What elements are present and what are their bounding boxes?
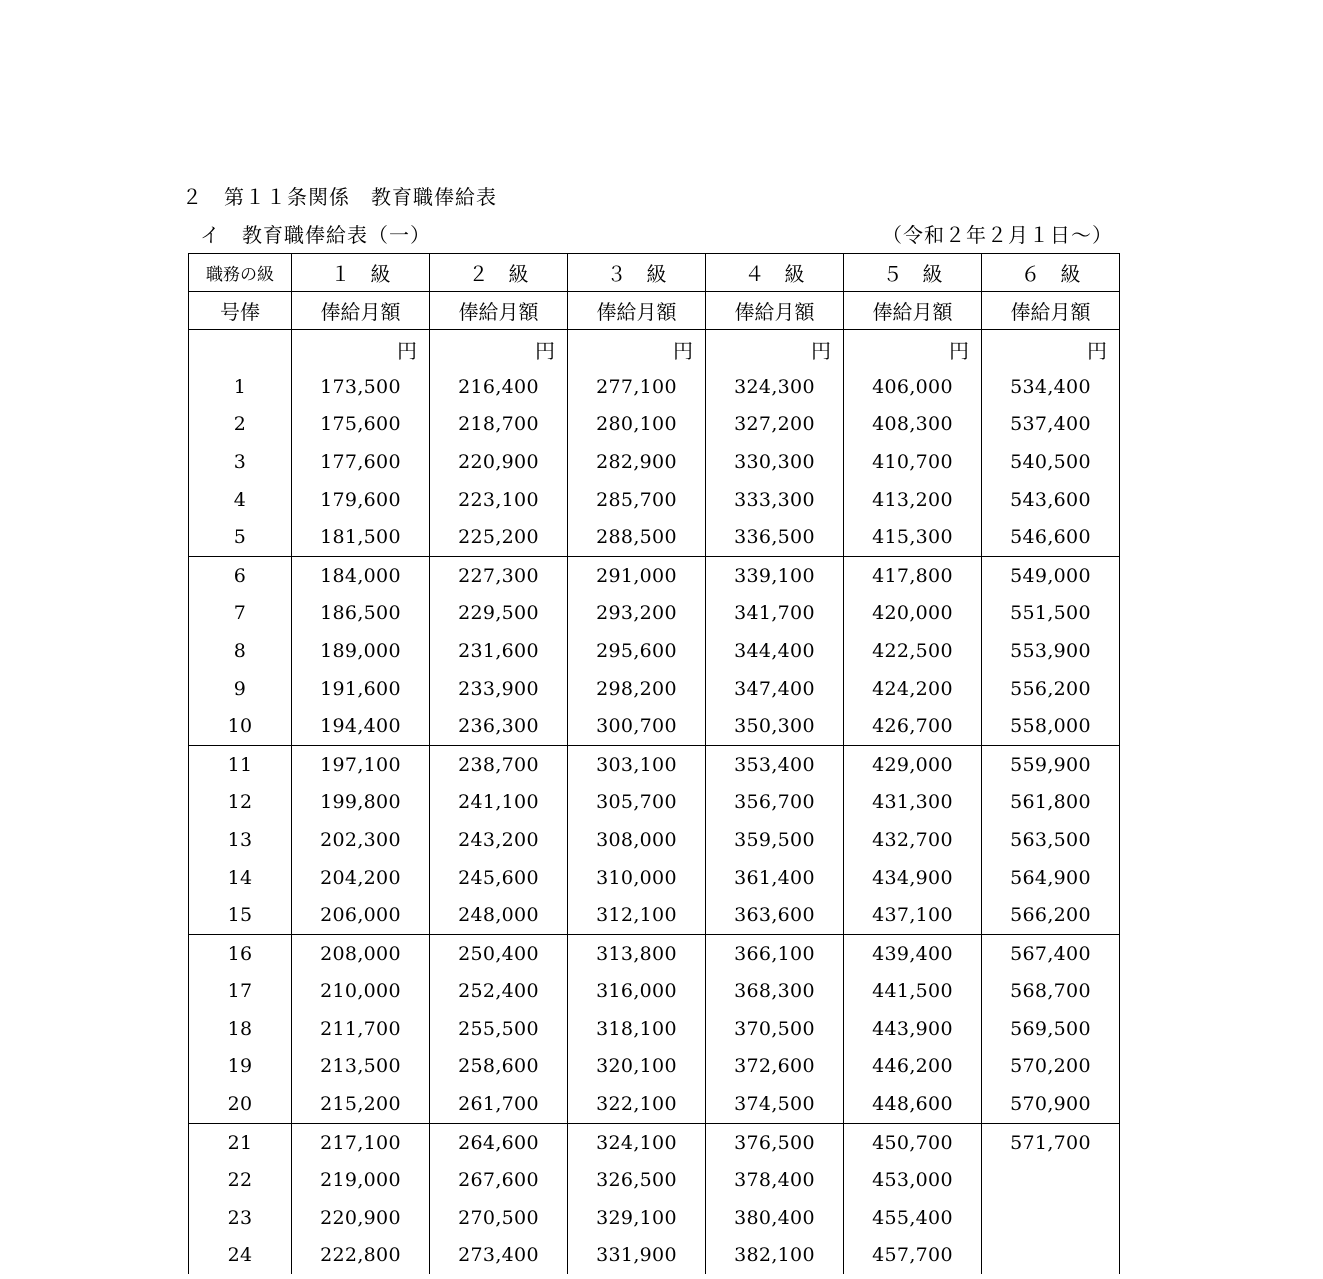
unit-blank bbox=[189, 330, 292, 369]
salary-amount-grade-4: 366,100 bbox=[706, 934, 844, 972]
salary-amount-grade-1: 191,600 bbox=[292, 670, 430, 708]
salary-amount-grade-2: 233,900 bbox=[430, 670, 568, 708]
salary-amount-grade-2: 267,600 bbox=[430, 1161, 568, 1199]
salary-amount-grade-4: 370,500 bbox=[706, 1010, 844, 1048]
salary-amount-grade-5: 410,700 bbox=[844, 443, 982, 481]
salary-amount-grade-6: 559,900 bbox=[982, 745, 1120, 783]
salary-amount-grade-1: 189,000 bbox=[292, 632, 430, 670]
salary-amount-grade-6: 551,500 bbox=[982, 595, 1120, 633]
table-row bbox=[189, 1199, 1120, 1237]
step-number: 4 bbox=[189, 481, 292, 519]
salary-amount-grade-1: 210,000 bbox=[292, 973, 430, 1011]
salary-amount-grade-4: 368,300 bbox=[706, 973, 844, 1011]
salary-amount-grade-1: 217,100 bbox=[292, 1123, 430, 1161]
salary-amount-grade-6: 570,200 bbox=[982, 1048, 1120, 1086]
step-number: 3 bbox=[189, 443, 292, 481]
salary-amount-grade-3: 329,100 bbox=[568, 1199, 706, 1237]
salary-amount-grade-4: 361,400 bbox=[706, 859, 844, 897]
salary-amount-grade-5: 439,400 bbox=[844, 934, 982, 972]
step-number: 18 bbox=[189, 1010, 292, 1048]
header-monthly-5: 俸給月額 bbox=[844, 292, 982, 330]
salary-amount-grade-4: 380,400 bbox=[706, 1199, 844, 1237]
header-monthly-3: 俸給月額 bbox=[568, 292, 706, 330]
step-number: 6 bbox=[189, 556, 292, 594]
table-row bbox=[189, 518, 1120, 556]
salary-table bbox=[188, 253, 1120, 1274]
step-number: 1 bbox=[189, 368, 292, 406]
table-row bbox=[189, 745, 1120, 783]
salary-amount-grade-1: 204,200 bbox=[292, 859, 430, 897]
step-number: 19 bbox=[189, 1048, 292, 1086]
table-row bbox=[189, 632, 1120, 670]
table-row bbox=[189, 1085, 1120, 1123]
header-grade-2: ２ 級 bbox=[430, 254, 568, 292]
salary-amount-grade-1: 179,600 bbox=[292, 481, 430, 519]
salary-amount-grade-4: 330,300 bbox=[706, 443, 844, 481]
salary-amount-grade-5: 434,900 bbox=[844, 859, 982, 897]
unit-label: 円 bbox=[430, 330, 568, 369]
salary-amount-grade-2: 227,300 bbox=[430, 556, 568, 594]
table-row bbox=[189, 595, 1120, 633]
salary-amount-grade-3: 293,200 bbox=[568, 595, 706, 633]
salary-amount-grade-3: 331,900 bbox=[568, 1237, 706, 1275]
salary-amount-grade-1: 202,300 bbox=[292, 821, 430, 859]
salary-amount-grade-1: 206,000 bbox=[292, 896, 430, 934]
salary-amount-grade-6: 540,500 bbox=[982, 443, 1120, 481]
salary-amount-grade-6: 549,000 bbox=[982, 556, 1120, 594]
salary-amount-grade-6: 568,700 bbox=[982, 973, 1120, 1011]
salary-amount-grade-6: 564,900 bbox=[982, 859, 1120, 897]
salary-amount-grade-6: 543,600 bbox=[982, 481, 1120, 519]
step-number: 8 bbox=[189, 632, 292, 670]
header-step-label: 号俸 bbox=[189, 292, 292, 330]
salary-amount-grade-2: 270,500 bbox=[430, 1199, 568, 1237]
salary-amount-grade-2: 250,400 bbox=[430, 934, 568, 972]
salary-amount-grade-5: 415,300 bbox=[844, 518, 982, 556]
salary-amount-grade-2: 243,200 bbox=[430, 821, 568, 859]
salary-amount-grade-3: 303,100 bbox=[568, 745, 706, 783]
salary-amount-grade-5: 453,000 bbox=[844, 1161, 982, 1199]
salary-amount-grade-2: 218,700 bbox=[430, 406, 568, 444]
salary-amount-grade-2: 245,600 bbox=[430, 859, 568, 897]
step-number: 5 bbox=[189, 518, 292, 556]
salary-amount-grade-1: 208,000 bbox=[292, 934, 430, 972]
table-row bbox=[189, 443, 1120, 481]
salary-amount-grade-3: 280,100 bbox=[568, 406, 706, 444]
step-number: 2 bbox=[189, 406, 292, 444]
salary-amount-grade-2: 261,700 bbox=[430, 1085, 568, 1123]
salary-amount-grade-1: 211,700 bbox=[292, 1010, 430, 1048]
header-monthly-2: 俸給月額 bbox=[430, 292, 568, 330]
salary-amount-grade-3: 300,700 bbox=[568, 707, 706, 745]
salary-amount-grade-2: 258,600 bbox=[430, 1048, 568, 1086]
salary-amount-grade-5: 413,200 bbox=[844, 481, 982, 519]
salary-amount-grade-5: 437,100 bbox=[844, 896, 982, 934]
effective-date: （令和２年２月１日～） bbox=[882, 223, 1113, 247]
table-row bbox=[189, 1010, 1120, 1048]
table-row bbox=[189, 1237, 1120, 1275]
salary-amount-grade-2: 248,000 bbox=[430, 896, 568, 934]
table-row bbox=[189, 1123, 1120, 1161]
table-row bbox=[189, 670, 1120, 708]
salary-amount-grade-4: 376,500 bbox=[706, 1123, 844, 1161]
salary-amount-grade-6: 571,700 bbox=[982, 1123, 1120, 1161]
salary-amount-grade-2: 241,100 bbox=[430, 784, 568, 822]
salary-amount-grade-6: 537,400 bbox=[982, 406, 1120, 444]
salary-amount-grade-1: 197,100 bbox=[292, 745, 430, 783]
salary-amount-grade-6: 546,600 bbox=[982, 518, 1120, 556]
salary-amount-grade-4: 333,300 bbox=[706, 481, 844, 519]
table-row bbox=[189, 784, 1120, 822]
step-number: 22 bbox=[189, 1161, 292, 1199]
salary-amount-grade-1: 222,800 bbox=[292, 1237, 430, 1275]
salary-amount-grade-5: 457,700 bbox=[844, 1237, 982, 1275]
salary-amount-grade-4: 353,400 bbox=[706, 745, 844, 783]
salary-amount-grade-3: 288,500 bbox=[568, 518, 706, 556]
salary-amount-grade-6: 569,500 bbox=[982, 1010, 1120, 1048]
salary-amount-grade-6 bbox=[982, 1161, 1120, 1199]
salary-amount-grade-1: 215,200 bbox=[292, 1085, 430, 1123]
salary-amount-grade-6: 563,500 bbox=[982, 821, 1120, 859]
step-number: 23 bbox=[189, 1199, 292, 1237]
salary-amount-grade-3: 310,000 bbox=[568, 859, 706, 897]
step-number: 9 bbox=[189, 670, 292, 708]
salary-amount-grade-4: 374,500 bbox=[706, 1085, 844, 1123]
salary-amount-grade-4: 324,300 bbox=[706, 368, 844, 406]
step-number: 24 bbox=[189, 1237, 292, 1275]
salary-amount-grade-5: 422,500 bbox=[844, 632, 982, 670]
salary-amount-grade-1: 213,500 bbox=[292, 1048, 430, 1086]
salary-amount-grade-6: 570,900 bbox=[982, 1085, 1120, 1123]
salary-amount-grade-1: 184,000 bbox=[292, 556, 430, 594]
table-row bbox=[189, 556, 1120, 594]
salary-amount-grade-3: 324,100 bbox=[568, 1123, 706, 1161]
salary-amount-grade-5: 432,700 bbox=[844, 821, 982, 859]
salary-amount-grade-2: 223,100 bbox=[430, 481, 568, 519]
table-row bbox=[189, 707, 1120, 745]
step-number: 21 bbox=[189, 1123, 292, 1161]
step-number: 17 bbox=[189, 973, 292, 1011]
step-number: 13 bbox=[189, 821, 292, 859]
header-grade-5: ５ 級 bbox=[844, 254, 982, 292]
unit-row bbox=[189, 330, 1120, 369]
header-monthly-6: 俸給月額 bbox=[982, 292, 1120, 330]
salary-amount-grade-5: 455,400 bbox=[844, 1199, 982, 1237]
step-number: 14 bbox=[189, 859, 292, 897]
step-number: 20 bbox=[189, 1085, 292, 1123]
salary-amount-grade-6: 566,200 bbox=[982, 896, 1120, 934]
header-grade-3: ３ 級 bbox=[568, 254, 706, 292]
salary-amount-grade-4: 341,700 bbox=[706, 595, 844, 633]
table-row bbox=[189, 973, 1120, 1011]
salary-amount-grade-2: 238,700 bbox=[430, 745, 568, 783]
salary-amount-grade-3: 295,600 bbox=[568, 632, 706, 670]
salary-amount-grade-2: 220,900 bbox=[430, 443, 568, 481]
header-grade-1: １ 級 bbox=[292, 254, 430, 292]
salary-amount-grade-2: 231,600 bbox=[430, 632, 568, 670]
salary-amount-grade-5: 446,200 bbox=[844, 1048, 982, 1086]
salary-amount-grade-6: 556,200 bbox=[982, 670, 1120, 708]
step-number: 11 bbox=[189, 745, 292, 783]
salary-amount-grade-3: 318,100 bbox=[568, 1010, 706, 1048]
salary-amount-grade-2: 255,500 bbox=[430, 1010, 568, 1048]
step-number: 12 bbox=[189, 784, 292, 822]
salary-amount-grade-5: 443,900 bbox=[844, 1010, 982, 1048]
salary-amount-grade-3: 316,000 bbox=[568, 973, 706, 1011]
salary-amount-grade-2: 264,600 bbox=[430, 1123, 568, 1161]
step-number: 10 bbox=[189, 707, 292, 745]
table-row bbox=[189, 821, 1120, 859]
document-heading: ２ 第１１条関係 教育職俸給表 bbox=[182, 185, 497, 209]
unit-label: 円 bbox=[844, 330, 982, 369]
salary-amount-grade-5: 450,700 bbox=[844, 1123, 982, 1161]
salary-amount-grade-6 bbox=[982, 1237, 1120, 1275]
salary-amount-grade-4: 347,400 bbox=[706, 670, 844, 708]
salary-amount-grade-6: 558,000 bbox=[982, 707, 1120, 745]
salary-amount-grade-3: 308,000 bbox=[568, 821, 706, 859]
salary-amount-grade-4: 378,400 bbox=[706, 1161, 844, 1199]
salary-amount-grade-3: 277,100 bbox=[568, 368, 706, 406]
salary-amount-grade-4: 356,700 bbox=[706, 784, 844, 822]
unit-label: 円 bbox=[292, 330, 430, 369]
header-row-grade bbox=[189, 254, 1120, 292]
salary-amount-grade-2: 216,400 bbox=[430, 368, 568, 406]
salary-amount-grade-3: 285,700 bbox=[568, 481, 706, 519]
header-monthly-4: 俸給月額 bbox=[706, 292, 844, 330]
salary-amount-grade-3: 298,200 bbox=[568, 670, 706, 708]
salary-amount-grade-5: 406,000 bbox=[844, 368, 982, 406]
salary-amount-grade-5: 441,500 bbox=[844, 973, 982, 1011]
step-number: 16 bbox=[189, 934, 292, 972]
step-number: 7 bbox=[189, 595, 292, 633]
table-row bbox=[189, 368, 1120, 406]
salary-amount-grade-1: 186,500 bbox=[292, 595, 430, 633]
salary-amount-grade-4: 359,500 bbox=[706, 821, 844, 859]
salary-amount-grade-2: 225,200 bbox=[430, 518, 568, 556]
salary-amount-grade-5: 417,800 bbox=[844, 556, 982, 594]
table-row bbox=[189, 406, 1120, 444]
table-row bbox=[189, 934, 1120, 972]
header-grade-6: ６ 級 bbox=[982, 254, 1120, 292]
salary-amount-grade-5: 448,600 bbox=[844, 1085, 982, 1123]
salary-amount-grade-2: 236,300 bbox=[430, 707, 568, 745]
unit-label: 円 bbox=[568, 330, 706, 369]
table-row bbox=[189, 1161, 1120, 1199]
salary-amount-grade-5: 408,300 bbox=[844, 406, 982, 444]
salary-amount-grade-3: 326,500 bbox=[568, 1161, 706, 1199]
salary-amount-grade-1: 177,600 bbox=[292, 443, 430, 481]
table-row bbox=[189, 481, 1120, 519]
salary-amount-grade-4: 336,500 bbox=[706, 518, 844, 556]
header-monthly-1: 俸給月額 bbox=[292, 292, 430, 330]
salary-amount-grade-2: 273,400 bbox=[430, 1237, 568, 1275]
header-row-salary bbox=[189, 292, 1120, 330]
salary-amount-grade-4: 372,600 bbox=[706, 1048, 844, 1086]
unit-label: 円 bbox=[706, 330, 844, 369]
salary-amount-grade-6: 567,400 bbox=[982, 934, 1120, 972]
salary-amount-grade-4: 350,300 bbox=[706, 707, 844, 745]
salary-amount-grade-4: 382,100 bbox=[706, 1237, 844, 1275]
step-number: 15 bbox=[189, 896, 292, 934]
salary-amount-grade-3: 291,000 bbox=[568, 556, 706, 594]
salary-amount-grade-3: 320,100 bbox=[568, 1048, 706, 1086]
salary-amount-grade-1: 219,000 bbox=[292, 1161, 430, 1199]
salary-amount-grade-2: 229,500 bbox=[430, 595, 568, 633]
salary-amount-grade-4: 344,400 bbox=[706, 632, 844, 670]
header-grade-4: ４ 級 bbox=[706, 254, 844, 292]
salary-amount-grade-3: 312,100 bbox=[568, 896, 706, 934]
salary-amount-grade-5: 426,700 bbox=[844, 707, 982, 745]
salary-amount-grade-6: 534,400 bbox=[982, 368, 1120, 406]
salary-amount-grade-3: 282,900 bbox=[568, 443, 706, 481]
salary-amount-grade-4: 363,600 bbox=[706, 896, 844, 934]
salary-amount-grade-3: 305,700 bbox=[568, 784, 706, 822]
header-grade-label: 職務の級 bbox=[189, 254, 292, 292]
salary-amount-grade-4: 327,200 bbox=[706, 406, 844, 444]
salary-amount-grade-5: 429,000 bbox=[844, 745, 982, 783]
salary-amount-grade-1: 173,500 bbox=[292, 368, 430, 406]
table-row bbox=[189, 1048, 1120, 1086]
salary-amount-grade-6: 561,800 bbox=[982, 784, 1120, 822]
salary-amount-grade-4: 339,100 bbox=[706, 556, 844, 594]
salary-amount-grade-5: 420,000 bbox=[844, 595, 982, 633]
table-row bbox=[189, 896, 1120, 934]
table-row bbox=[189, 859, 1120, 897]
salary-amount-grade-3: 313,800 bbox=[568, 934, 706, 972]
salary-amount-grade-1: 175,600 bbox=[292, 406, 430, 444]
salary-amount-grade-3: 322,100 bbox=[568, 1085, 706, 1123]
table-title: イ 教育職俸給表（一） bbox=[200, 223, 431, 247]
salary-amount-grade-5: 431,300 bbox=[844, 784, 982, 822]
salary-amount-grade-2: 252,400 bbox=[430, 973, 568, 1011]
salary-amount-grade-1: 199,800 bbox=[292, 784, 430, 822]
unit-label: 円 bbox=[982, 330, 1120, 369]
salary-amount-grade-1: 181,500 bbox=[292, 518, 430, 556]
salary-amount-grade-1: 220,900 bbox=[292, 1199, 430, 1237]
salary-amount-grade-5: 424,200 bbox=[844, 670, 982, 708]
salary-amount-grade-1: 194,400 bbox=[292, 707, 430, 745]
salary-amount-grade-6 bbox=[982, 1199, 1120, 1237]
salary-amount-grade-6: 553,900 bbox=[982, 632, 1120, 670]
